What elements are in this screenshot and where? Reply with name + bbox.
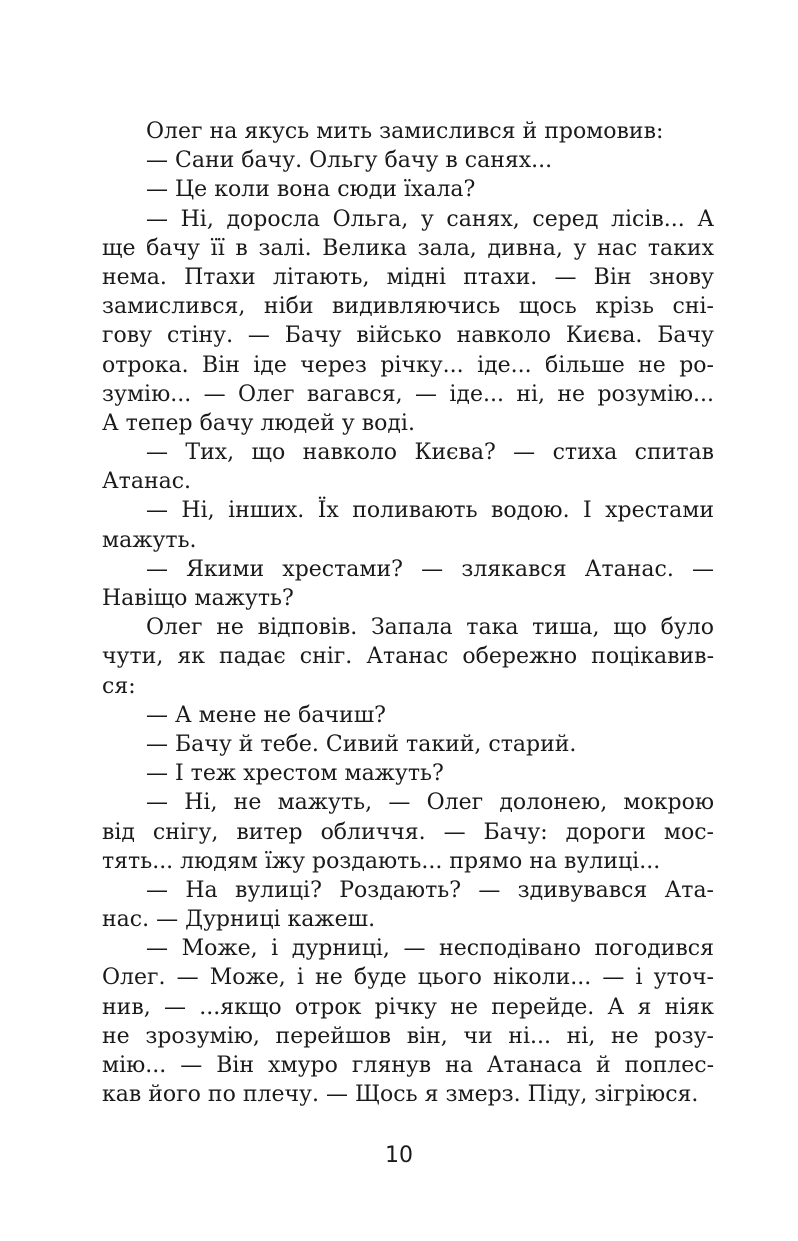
text-line: — Це коли вона сюди їхала? bbox=[146, 177, 476, 203]
paragraph bbox=[102, 438, 714, 496]
paragraph bbox=[102, 205, 714, 439]
text-line: зумію... — Олег вагався, — іде... ні, не розумію... bbox=[102, 381, 714, 407]
text-line: замислився, ніби видивляючись щось крізь сні- bbox=[102, 294, 714, 320]
text-line: кав його по плечу. — Щось я змерз. Піду, зігріюся. bbox=[102, 1082, 699, 1108]
text-line: не зрозумію, перейшов він, чи ні... ні, не розу- bbox=[102, 1023, 714, 1049]
paragraph bbox=[102, 613, 714, 701]
text-line: мажуть. bbox=[102, 527, 197, 553]
paragraph bbox=[102, 117, 714, 146]
paragraph bbox=[102, 496, 714, 554]
text-line: — Ні, інших. Їх поливають водою. І хрестами bbox=[146, 498, 714, 524]
text-line: — Якими хрестами? — злякався Атанас. — bbox=[146, 556, 714, 582]
text-line: мію... — Він хмуро глянув на Атанаса й поплес- bbox=[102, 1053, 714, 1078]
text-line: нема. Птахи літають, мідні птахи. — Він знову bbox=[102, 264, 714, 290]
text-line: ще бачу її в залі. Велика зала, дивна, у нас таких bbox=[102, 235, 714, 261]
text-line: тять... людям їжу роздають... прямо на вулиці... bbox=[102, 848, 661, 874]
text-line: Навіщо мажуть? bbox=[102, 586, 294, 611]
paragraph bbox=[102, 730, 714, 759]
text-line: Атанас. bbox=[102, 469, 192, 495]
text-line: Олег. — Може, і не буде цього ніколи... — і уточ- bbox=[102, 965, 714, 991]
text-line: ся: bbox=[102, 673, 136, 699]
paragraph bbox=[102, 759, 714, 788]
text-line: — І теж хрестом мажуть? bbox=[146, 761, 444, 787]
book-page-text bbox=[102, 117, 714, 1109]
paragraph bbox=[102, 146, 714, 175]
text-line: чути, як падає сніг. Атанас обережно поцікавив- bbox=[102, 644, 714, 670]
text-line: від снігу, витер обличчя. — Бачу: дороги мос- bbox=[102, 819, 714, 845]
text-line: нив, — ...якщо отрок річку не перейде. А я ніяк bbox=[102, 994, 714, 1020]
paragraph bbox=[102, 701, 714, 730]
text-line: Олег на якусь мить замислився й промовив: bbox=[146, 119, 664, 144]
text-line: — Ні, доросла Ольга, у санях, серед лісів... А bbox=[146, 206, 714, 232]
text-line: — Може, і дурниці, — несподівано погодився bbox=[146, 936, 714, 962]
text-line: нас. — Дурниці кажеш. bbox=[102, 907, 376, 933]
text-line: — Сани бачу. Ольгу бачу в санях... bbox=[146, 148, 553, 174]
text-line: — Тих, що навколо Києва? — стиха спитав bbox=[146, 440, 714, 466]
text-line: Олег не відповів. Запала така тиша, що було bbox=[146, 615, 714, 641]
text-line: — Бачу й тебе. Сивий такий, старий. bbox=[146, 731, 577, 757]
text-line: — А мене не бачиш? bbox=[146, 702, 386, 728]
paragraph bbox=[102, 934, 714, 1109]
text-line: — На вулиці? Роздають? — здивувався Ата- bbox=[146, 877, 714, 903]
paragraph bbox=[102, 876, 714, 934]
text-line: отрока. Він іде через річку... іде... більше не ро- bbox=[102, 352, 714, 378]
text-line: — Ні, не мажуть, — Олег долонею, мокрою bbox=[146, 790, 714, 816]
text-line: А тепер бачу людей у воді. bbox=[102, 410, 415, 436]
paragraph bbox=[102, 175, 714, 204]
page-number: 10 bbox=[385, 1143, 413, 1168]
paragraph bbox=[102, 788, 714, 876]
paragraph bbox=[102, 555, 714, 613]
text-line: гову стіну. — Бачу військо навколо Києва. Бачу bbox=[102, 323, 714, 349]
